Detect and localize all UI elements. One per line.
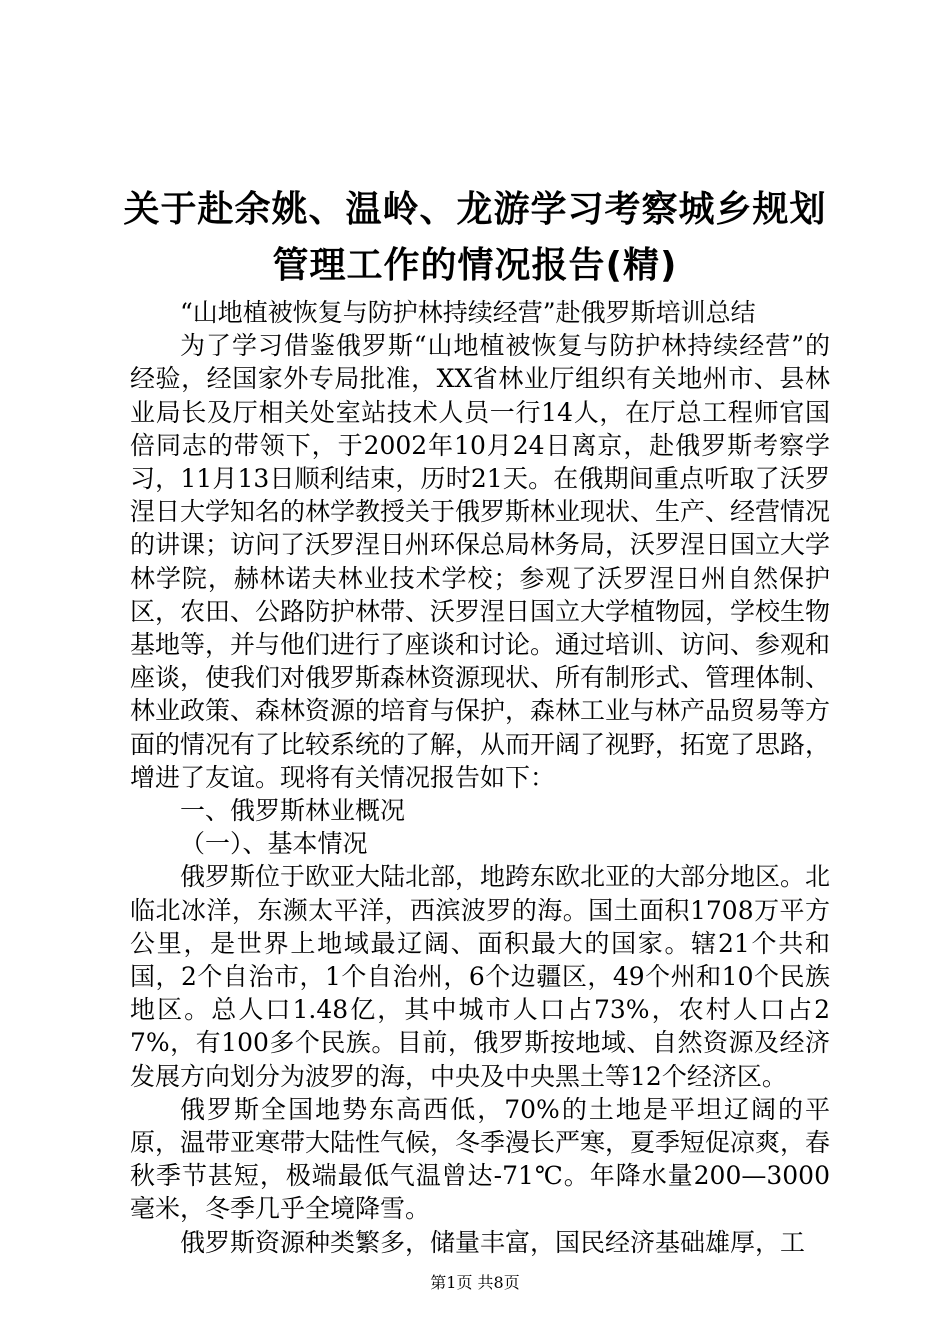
section-heading-1: 一、俄罗斯林业概况 xyxy=(180,796,406,826)
page-indicator: 第1页 共8页 xyxy=(430,1273,520,1292)
subsection-heading-1: （一）、基本情况 xyxy=(180,829,368,859)
document-title: 关于赴余姚、温岭、龙游学习考察城乡规划管理工作的情况报告(精) xyxy=(123,189,827,286)
document-body xyxy=(130,296,830,1259)
paragraph-climate: 俄罗斯全国地势东高西低，70%的土地是平坦辽阔的平原，温带亚寒带大陆性气候，冬季漫长严寒，夏季短促凉爽，春秋季节甚短，极端最低气温曾达-71℃。年降水量200—3000毫米，冬季几乎全境降雪。 xyxy=(130,1094,831,1224)
paragraph-intro: 为了学习借鉴俄罗斯“山地植被恢复与防护林持续经营”的经验，经国家外专局批准，XX省林业厅组织有关地州市、县林业局长及厅相关处室站技术人员一行14人，在厅总工程师官国倍同志的带领下，于2002年10月24日离京，赴俄罗斯考察学习，11月13日顺利结束，历时21天。在俄期间重点听取了沃罗涅日大学知名的林学教授关于俄罗斯林业现状、生产、经营情况的讲课；访问了沃罗涅日州环保总局林务局，沃罗涅日国立大学林学院，赫林诺夫林业技术学校；参观了沃罗涅日州自然保护区，农田、公路防护林带、沃罗涅日国立大学植物园，学校生物基地等，并与他们进行了座谈和讨论。通过培训、访问、参观和座谈，使我们对俄罗斯森林资源现状、所有制形式、管理体制、林业政策、森林资源的培育与保护，森林工业与林产品贸易等方面的情况有了比较系统的了解，从而开阔了视野，拓宽了思路，增进了友谊。现将有关情况报告如下： xyxy=(130,331,831,792)
paragraph-subtitle: “山地植被恢复与防护林持续经营”赴俄罗斯培训总结 xyxy=(180,298,756,327)
paragraph-geography: 俄罗斯位于欧亚大陆北部，地跨东欧北亚的大部分地区。北临北冰洋，东濒太平洋，西滨波罗的海。国土面积1708万平方公里，是世界上地域最辽阔、面积最大的国家。辖21个共和国，2个自治市，1个自治州，6个边疆区，49个州和10个民族地区。总人口1.48亿，其中城市人口占73%，农村人口占27%，有100多个民族。目前，俄罗斯按地域、自然资源及经济发展方向划分为波罗的海，中央及中央黑土等12个经济区。 xyxy=(130,862,831,1091)
paragraph-resources: 俄罗斯资源种类繁多，储量丰富，国民经济基础雄厚，工 xyxy=(180,1227,806,1257)
